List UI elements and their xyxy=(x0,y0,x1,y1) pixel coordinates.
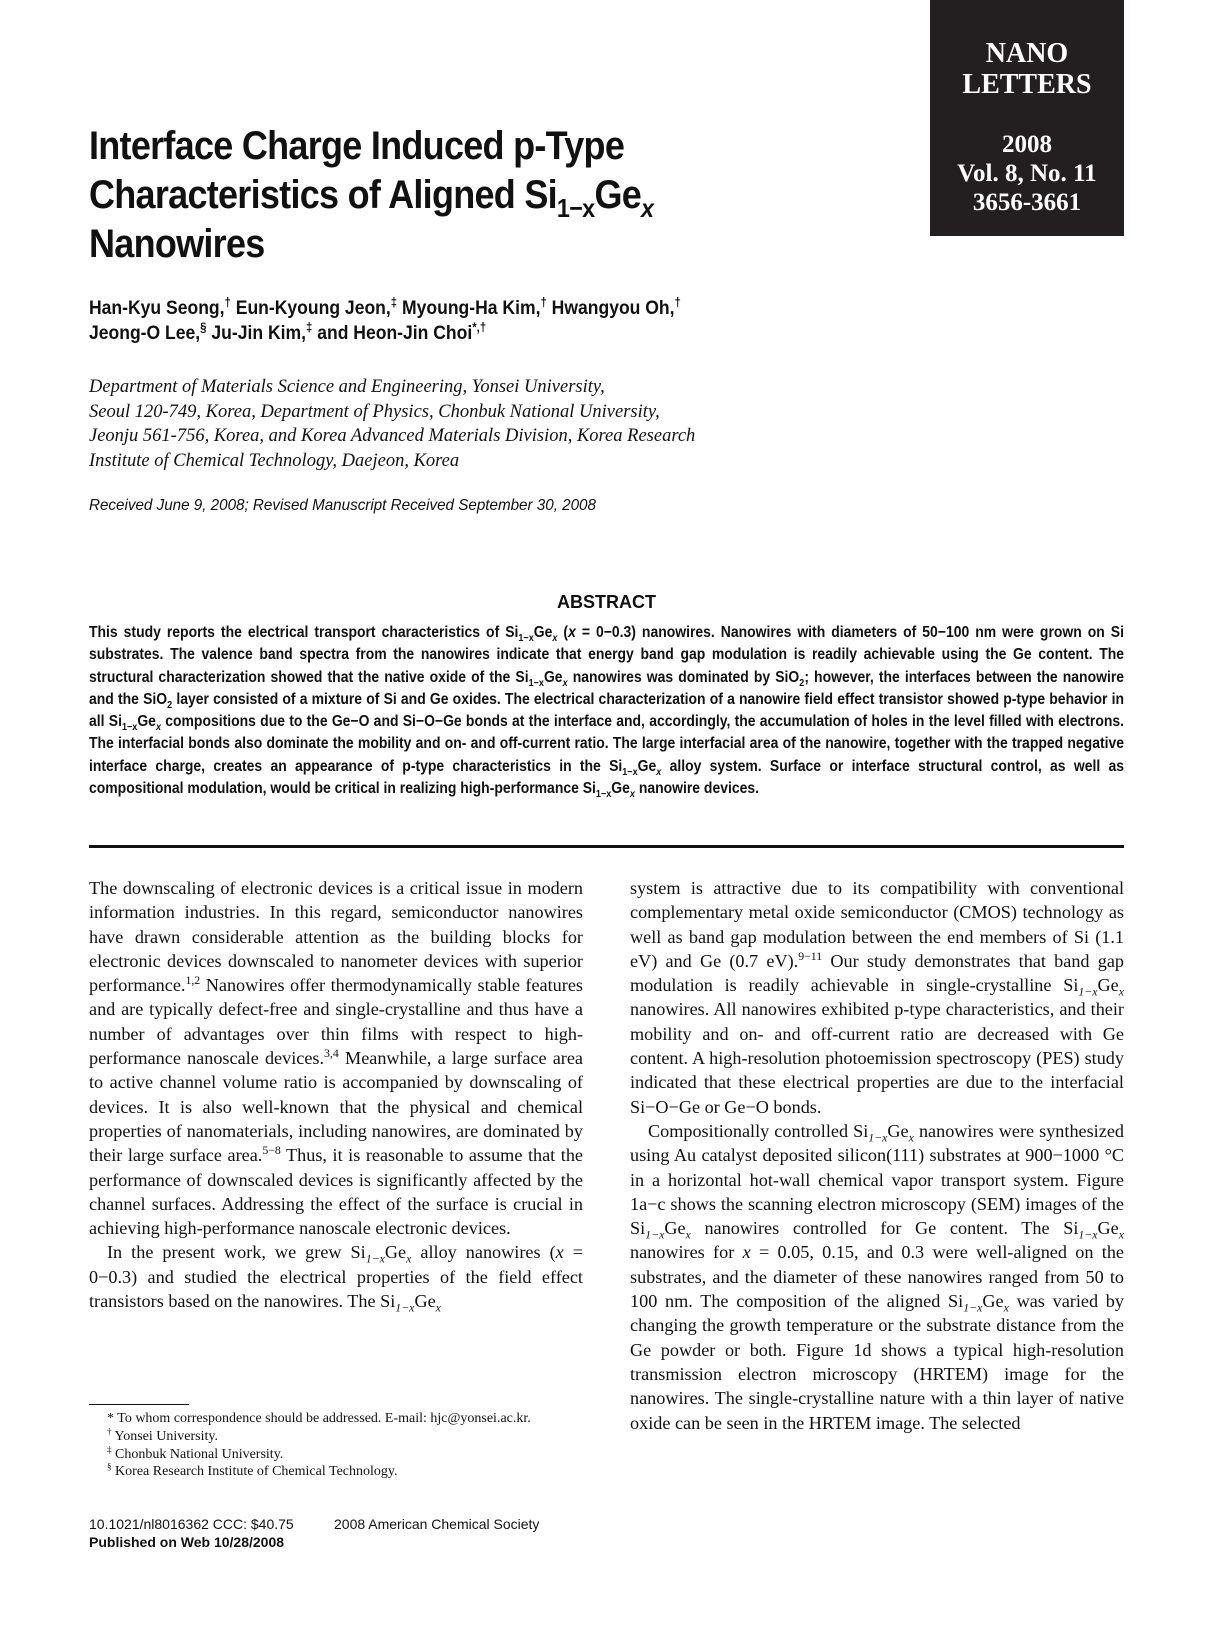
footnote: § Korea Research Institute of Chemical Technology. xyxy=(107,1461,398,1480)
paragraph: Compositionally controlled $Si_{1-x}Ge_x$ nanowires were synthesized using Au catalyst deposited silicon(111) substrates at 900−1000 °C in a horizontal hot-wall chemical vapor transport system. Figure 1a−c shows the scanning electron microscopy (SEM) images of the $Si_{1-x}Ge_x$ nanowires controlled for Ge content. The $Si_{1-x}Ge_x$ nanowires for x = 0.05, 0.15, and 0.3 were well-aligned on the substrates, and the diameter of these nanowires ranged from 50 to 100 nm. The composition of the aligned $Si_{1-x}Ge_x$ was varied by changing the growth temperature or the substrate distance from the Ge powder or both. Figure 1d shows a typical high-resolution transmission electron microscopy (HRTEM) image for the nanowires. The single-crystalline nature with a thin layer of native oxide can be seen in the HRTEM image. The selected xyxy=(630,1120,1124,1433)
footnote: † Yonsei University. xyxy=(107,1426,218,1444)
footnote-divider xyxy=(89,1404,189,1405)
footnote-correspondence: * To whom correspondence should be addressed. E-mail: hjc@yonsei.ac.kr. xyxy=(107,1411,531,1426)
paragraph: system is attractive due to its compatibility with conventional complementary metal oxide semiconductor (CMOS) technology as well as band gap modulation between the end members of Si (1.1 eV) and Ge (0.7 eV).$^{9-11}$ Our study demonstrates that band gap modulation is readily achievable in single-crystalline $Si_{1-x}Ge_x$ nanowires. All nanowires exhibited p-type characteristics, and their mobility and on- and off-current ratio are decreased with Ge content. A high-resolution photoemission spectroscopy (PES) study indicated that these electrical properties are due to the interfacial Si−O−Ge or Ge−O bonds. xyxy=(630,878,1124,1117)
paragraph: The downscaling of electronic devices is a critical issue in modern information industries. In this regard, semiconductor nanowires have drawn considerable attention as the building blocks for electronic devices downscaled to nanometer devices with superior performance.$^{1,2}$ Nanowires offer thermodynamically stable features and are typically defect-free and single-crystalline and thus have a number of advantages over thin films with respect to high-performance nanoscale devices.$^{3,4}$ Meanwhile, a large surface area to active channel volume ratio is accompanied by downscaling of devices. It is also well-known that the physical and chemical properties of nanomaterials, including nanowires, are dominated by their large surface area.$^{5-8}$ Thus, it is reasonable to assume that the performance of downscaled devices is significantly affected by the channel surfaces. Addressing the effect of the surface is crucial in achieving high-performance nanoscale electronic devices. xyxy=(89,878,583,1239)
doi: 10.1021/nl8016362 CCC: $40.75 xyxy=(89,1516,294,1532)
body-column-right xyxy=(630,876,1124,1435)
footnote: ‡ Chonbuk National University. xyxy=(107,1443,284,1462)
doi-line xyxy=(89,1516,539,1532)
published-date: Published on Web 10/28/2008 xyxy=(89,1534,285,1550)
affiliation: Department of Materials Science and Engineering, Yonsei University, Seoul 120-749, Korea, Department of Physics, Chonbuk National University, Jeonju 561-756, Korea, and Korea Advanced Materials Division, Korea Research Institute of Chemical Technology, Daejeon, Korea xyxy=(89,377,696,471)
journal-name: NANO LETTERS xyxy=(962,38,1092,100)
footnotes xyxy=(89,1410,583,1481)
abstract-text: This study reports the electrical transport characteristics of $Si_{1-x}Ge_x$ (x = 0−0.3) nanowires. Nanowires with diameters of 50−100 nm were grown on Si substrates. The valence band spectra from the nanowires indicate that energy band gap modulation is readily achievable using the Ge content. The structural characterization showed that the native oxide of the $Si_{1-x}Ge_x$ nanowires was dominated by SiO$_2$; however, the interfaces between the nanowire and the SiO$_2$ layer consisted of a mixture of Si and Ge oxides. The electrical characterization of a nanowire field effect transistor showed p-type behavior in all $Si_{1-x}Ge_x$ compositions due to the Ge−O and Si−O−Ge bonds at the interface and, accordingly, the accumulation of holes in the level filled with electrons. The interfacial bonds also dominate the mobility and on- and off-current ratio. The large interfacial area of the nanowire, together with the trapped negative interface charge, creates an appearance of p-type characteristics in the $Si_{1-x}Ge_x$ alloy system. Surface or interface structural control, as well as compositional modulation, would be critical in realizing high-performance $Si_{1-x}Ge_x$ nanowire devices. xyxy=(89,624,1125,801)
paper-title: Interface Charge Induced p-Type Characteristics of Aligned $Si_{1-x}Ge_x$ Nanowires xyxy=(89,124,654,266)
abstract-divider xyxy=(89,845,1124,848)
received-dates: Received June 9, 2008; Revised Manuscript Received September 30, 2008 xyxy=(89,497,596,514)
body-column-left xyxy=(89,876,583,1313)
paragraph: In the present work, we grew $Si_{1-x}Ge_x$ alloy nanowires (x = 0−0.3) and studied the electrical properties of the field effect transistors based on the nanowires. The $Si_{1-x}Ge_x$ xyxy=(89,1242,583,1315)
journal-box xyxy=(930,0,1124,236)
abstract-heading: ABSTRACT xyxy=(557,592,656,612)
journal-issue: 2008 Vol. 8, No. 11 3656-3661 xyxy=(957,131,1097,216)
author-list: Han-Kyu Seong,† Eun-Kyoung Jeon,‡ Myoung-Ha Kim,† Hwangyou Oh,† Jeong-O Lee,§ Ju-Jin Kim,‡ and Heon-Jin Choi*,† xyxy=(89,295,681,344)
copyright: 2008 American Chemical Society xyxy=(334,1516,540,1532)
